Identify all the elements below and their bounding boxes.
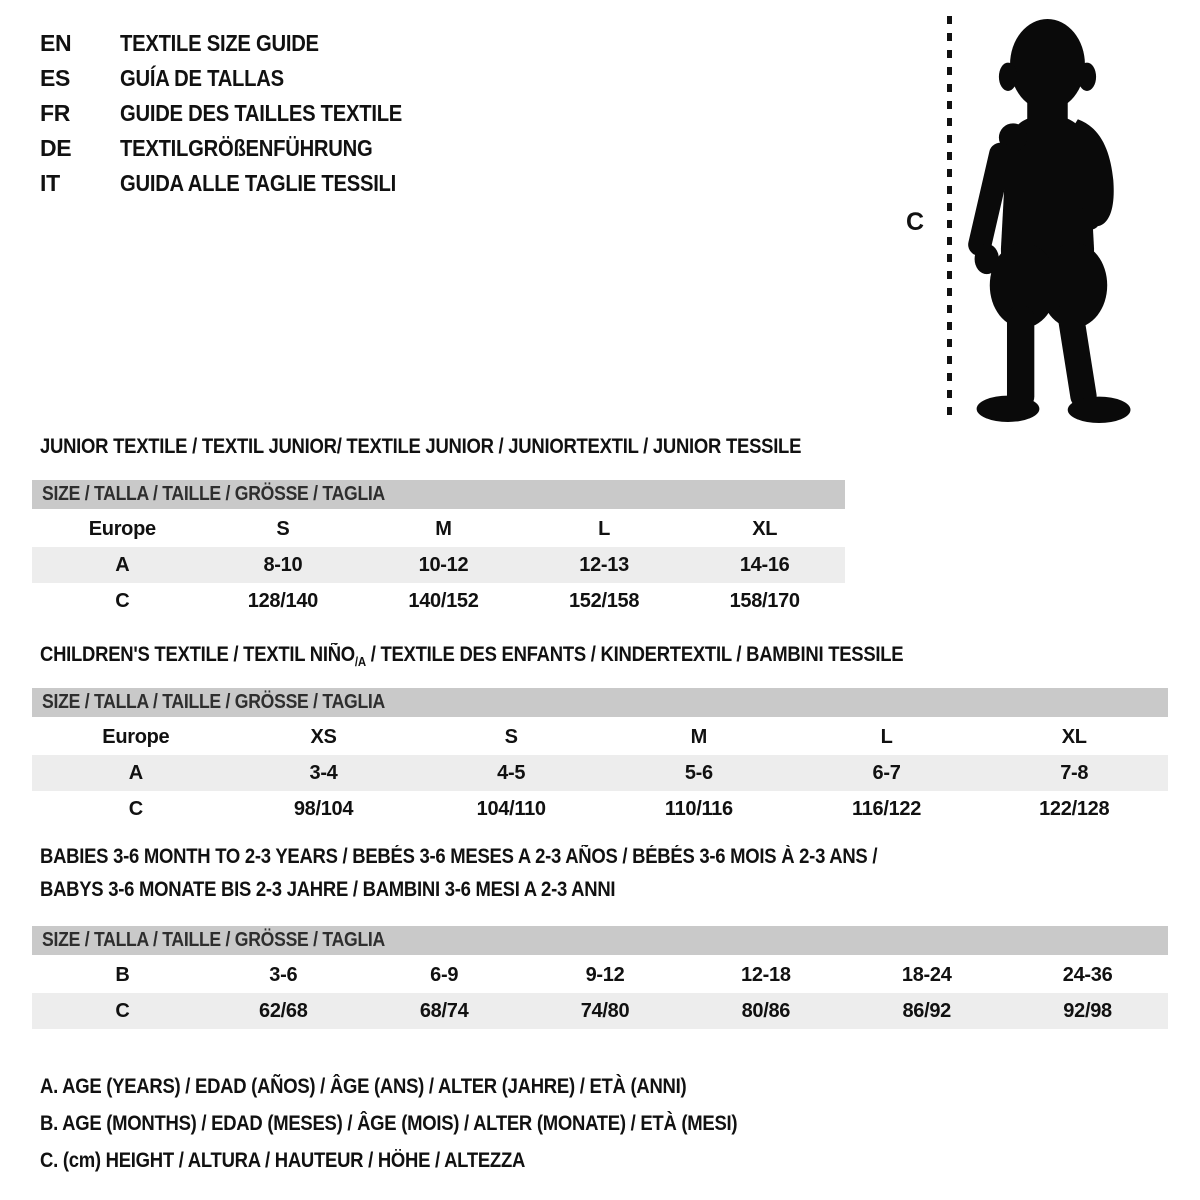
row-label: A (115, 554, 130, 576)
language-row (40, 26, 441, 61)
size-cell: M (690, 726, 708, 748)
language-row (40, 131, 441, 166)
guide-title: TEXTILE SIZE GUIDE (120, 30, 319, 56)
size-cell: XL (1061, 726, 1087, 748)
height-cell: 110/116 (664, 798, 733, 820)
age-cell: 12-13 (579, 554, 629, 576)
measurement-legend (40, 1068, 832, 1179)
junior-section-title: JUNIOR TEXTILE / TEXTIL JUNIOR/ TEXTILE JUNIOR / JUNIORTEXTIL / JUNIOR TESSILE (40, 435, 802, 458)
height-cell: 98/104 (293, 798, 354, 820)
age-cell: 10-12 (418, 554, 469, 576)
table-row-age (32, 755, 1168, 791)
table-row-age-months (32, 957, 1168, 993)
guide-title: GUIDE DES TAILLES TEXTILE (120, 100, 403, 126)
children-size-table (32, 688, 1168, 827)
size-cell: L (598, 518, 611, 540)
age-cell: 6-7 (872, 762, 901, 784)
height-cell: 116/122 (851, 798, 922, 820)
row-label: Europe (88, 518, 156, 540)
language-code: IT (40, 170, 60, 196)
table-row-europe (32, 719, 1168, 755)
height-cell: 68/74 (419, 1000, 469, 1022)
size-header-bar: SIZE / TALLA / TAILLE / GRÖSSE / TAGLIA (32, 688, 1168, 717)
height-cell: 128/140 (247, 590, 318, 612)
height-label-c: C (906, 208, 924, 236)
height-cell: 86/92 (902, 1000, 951, 1022)
size-cell: XL (752, 518, 778, 540)
row-label: B (115, 964, 130, 986)
guide-title: TEXTILGRÖßENFÜHRUNG (120, 135, 373, 161)
guide-title: GUÍA DE TALLAS (120, 65, 284, 91)
age-cell: 3-4 (309, 762, 338, 784)
height-cell: 152/158 (568, 590, 640, 612)
babies-section-title: BABIES 3-6 MONTH TO 2-3 YEARS / BEBÉS 3-6 MESES A 2-3 AÑOS / BÉBÉS 3-6 MOIS À 2-3 ANS / BABYS 3-6 MONATE BIS 2-3 JAHRE / BAMBINI 3-6 MESI A 2-3 ANNI (40, 845, 878, 901)
language-code: FR (40, 100, 71, 126)
height-cell: 74/80 (580, 1000, 630, 1022)
table-row-europe (32, 511, 845, 547)
legend-line-c: C. (cm) HEIGHT / ALTURA / HAUTEUR / HÖHE / ALTEZZA (40, 1149, 526, 1172)
legend-line-b: B. AGE (MONTHS) / EDAD (MESES) / ÂGE (MOIS) / ALTER (MONATE) / ETÀ (MESI) (40, 1112, 738, 1135)
language-row (40, 96, 441, 131)
age-cell: 5-6 (684, 762, 713, 784)
height-dashed-line (947, 16, 952, 418)
table-row-height (32, 993, 1168, 1029)
row-label: C (115, 1000, 130, 1022)
size-cell: L (880, 726, 893, 748)
language-title-list (40, 26, 441, 201)
size-header-bar: SIZE / TALLA / TAILLE / GRÖSSE / TAGLIA (32, 480, 845, 509)
row-label: A (128, 762, 143, 784)
age-cell: 4-5 (497, 762, 526, 784)
guide-title: GUIDA ALLE TAGLIE TESSILI (120, 170, 397, 196)
table-row-height (32, 583, 845, 619)
age-cell: 3-6 (269, 964, 298, 986)
size-cell: XS (310, 726, 337, 748)
height-cell: 62/68 (259, 1000, 308, 1022)
babies-size-table (32, 926, 1168, 1029)
age-cell: 18-24 (901, 964, 952, 986)
toddler-silhouette-image (958, 14, 1140, 424)
height-cell: 80/86 (741, 1000, 791, 1022)
age-cell: 14-16 (739, 554, 790, 576)
legend-line-a: A. AGE (YEARS) / EDAD (AÑOS) / ÂGE (ANS) / ALTER (JAHRE) / ETÀ (ANNI) (40, 1075, 687, 1098)
age-cell: 12-18 (741, 964, 791, 986)
age-cell: 6-9 (430, 964, 459, 986)
height-cell: 104/110 (476, 798, 546, 820)
age-cell: 9-12 (585, 964, 625, 986)
table-row-height (32, 791, 1168, 827)
row-label: C (115, 590, 130, 612)
height-cell: 122/128 (1039, 798, 1110, 820)
row-label: Europe (102, 726, 170, 748)
language-code: DE (40, 135, 72, 161)
size-cell: M (435, 518, 452, 540)
children-section-title: CHILDREN'S TEXTILE / TEXTIL $NIÑO_{/A}$ / TEXTILE DES ENFANTS / KINDERTEXTIL / BAMBINI TESSILE (40, 643, 904, 669)
size-cell: S (276, 518, 290, 540)
size-cell: S (504, 726, 518, 748)
size-header-bar: SIZE / TALLA / TAILLE / GRÖSSE / TAGLIA (32, 926, 1168, 955)
age-cell: 8-10 (263, 554, 303, 576)
language-row (40, 61, 441, 96)
table-row-age (32, 547, 845, 583)
height-cell: 140/152 (408, 590, 479, 612)
nino-a-subscript: /A (354, 654, 366, 669)
language-code: ES (40, 65, 71, 91)
age-cell: 7-8 (1060, 762, 1089, 784)
height-cell: 92/98 (1063, 1000, 1112, 1022)
age-cell: 24-36 (1062, 964, 1113, 986)
language-row (40, 166, 441, 201)
height-cell: 158/170 (729, 590, 800, 612)
row-label: C (128, 798, 143, 820)
junior-size-table (32, 480, 845, 619)
language-code: EN (40, 30, 72, 56)
